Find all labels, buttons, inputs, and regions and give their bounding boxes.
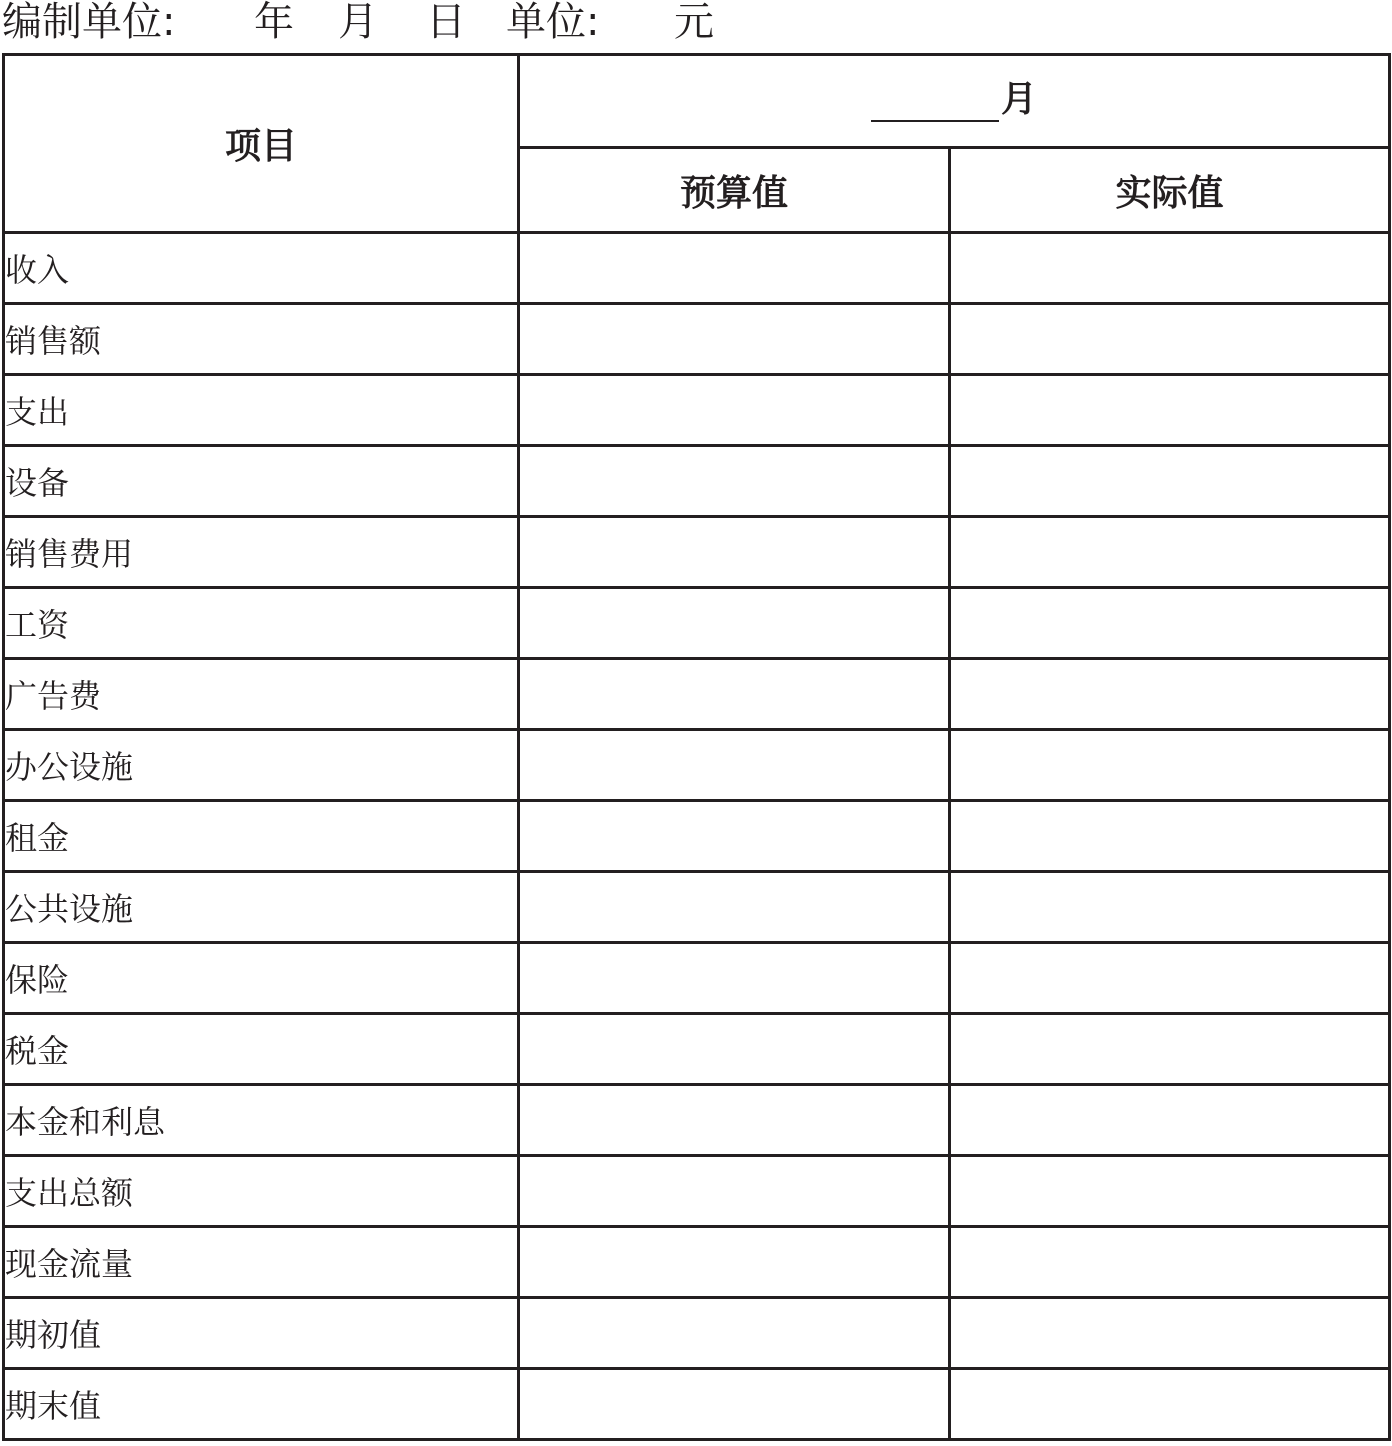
budget-value-cell[interactable] — [519, 1227, 950, 1298]
budget-value-cell[interactable] — [519, 304, 950, 375]
table-row — [4, 659, 1390, 730]
row-label: 支出总额 — [4, 1156, 519, 1227]
budget-value-cell[interactable] — [519, 446, 950, 517]
actual-value-cell[interactable] — [950, 446, 1390, 517]
item-column-header: 项目 — [4, 55, 519, 233]
actual-value-cell[interactable] — [950, 1298, 1390, 1369]
budget-value-cell[interactable] — [519, 872, 950, 943]
actual-value-cell[interactable] — [950, 375, 1390, 446]
month-label: 月 — [338, 0, 378, 45]
budget-value-cell[interactable] — [519, 1014, 950, 1085]
table-row — [4, 304, 1390, 375]
table-row — [4, 1085, 1390, 1156]
month-blank-line[interactable] — [871, 90, 999, 122]
budget-value-cell[interactable] — [519, 801, 950, 872]
actual-value-cell[interactable] — [950, 659, 1390, 730]
table-row — [4, 233, 1390, 304]
year-label: 年 — [254, 0, 294, 45]
actual-value-cell[interactable] — [950, 1085, 1390, 1156]
budget-value-cell[interactable] — [519, 517, 950, 588]
form-header — [2, 0, 1002, 44]
actual-value-cell[interactable] — [950, 1014, 1390, 1085]
row-label: 期初值 — [4, 1298, 519, 1369]
row-label: 租金 — [4, 801, 519, 872]
row-label: 工资 — [4, 588, 519, 659]
budget-value-cell[interactable] — [519, 1156, 950, 1227]
row-label: 公共设施 — [4, 872, 519, 943]
budget-table — [2, 53, 1391, 1441]
actual-value-cell[interactable] — [950, 730, 1390, 801]
row-label: 办公设施 — [4, 730, 519, 801]
actual-value-cell[interactable] — [950, 517, 1390, 588]
unit-value: 元 — [674, 0, 714, 45]
actual-value-cell[interactable] — [950, 1227, 1390, 1298]
table-row — [4, 1227, 1390, 1298]
table-row — [4, 943, 1390, 1014]
budget-value-cell[interactable] — [519, 1369, 950, 1440]
unit-label: 单位: — [506, 0, 600, 45]
actual-value-cell[interactable] — [950, 1369, 1390, 1440]
row-label: 本金和利息 — [4, 1085, 519, 1156]
table-row — [4, 1014, 1390, 1085]
budget-value-cell[interactable] — [519, 1085, 950, 1156]
table-row — [4, 1298, 1390, 1369]
row-label: 广告费 — [4, 659, 519, 730]
org-label: 编制单位: — [2, 0, 176, 45]
budget-value-cell[interactable] — [519, 233, 950, 304]
table-row — [4, 730, 1390, 801]
actual-value-cell[interactable] — [950, 304, 1390, 375]
actual-value-cell[interactable] — [950, 872, 1390, 943]
row-label: 支出 — [4, 375, 519, 446]
actual-value-cell[interactable] — [950, 943, 1390, 1014]
table-row — [4, 517, 1390, 588]
row-label: 收入 — [4, 233, 519, 304]
budget-value-cell[interactable] — [519, 588, 950, 659]
table-row — [4, 1156, 1390, 1227]
budget-column-header: 预算值 — [519, 148, 950, 233]
table-row — [4, 375, 1390, 446]
table-row — [4, 801, 1390, 872]
actual-column-header: 实际值 — [950, 148, 1390, 233]
day-label: 日 — [426, 0, 466, 45]
table-row — [4, 1369, 1390, 1440]
table-body — [4, 233, 1390, 1440]
period-month-label: 月 — [1001, 79, 1038, 120]
actual-value-cell[interactable] — [950, 1156, 1390, 1227]
row-label: 税金 — [4, 1014, 519, 1085]
actual-value-cell[interactable] — [950, 801, 1390, 872]
budget-value-cell[interactable] — [519, 730, 950, 801]
row-label: 现金流量 — [4, 1227, 519, 1298]
table-row — [4, 588, 1390, 659]
table-row — [4, 872, 1390, 943]
actual-value-cell[interactable] — [950, 588, 1390, 659]
row-label: 销售费用 — [4, 517, 519, 588]
period-column-header — [519, 55, 1390, 148]
table-row — [4, 446, 1390, 517]
budget-value-cell[interactable] — [519, 375, 950, 446]
row-label: 期末值 — [4, 1369, 519, 1440]
budget-value-cell[interactable] — [519, 659, 950, 730]
budget-value-cell[interactable] — [519, 943, 950, 1014]
actual-value-cell[interactable] — [950, 233, 1390, 304]
row-label: 销售额 — [4, 304, 519, 375]
budget-value-cell[interactable] — [519, 1298, 950, 1369]
row-label: 设备 — [4, 446, 519, 517]
row-label: 保险 — [4, 943, 519, 1014]
